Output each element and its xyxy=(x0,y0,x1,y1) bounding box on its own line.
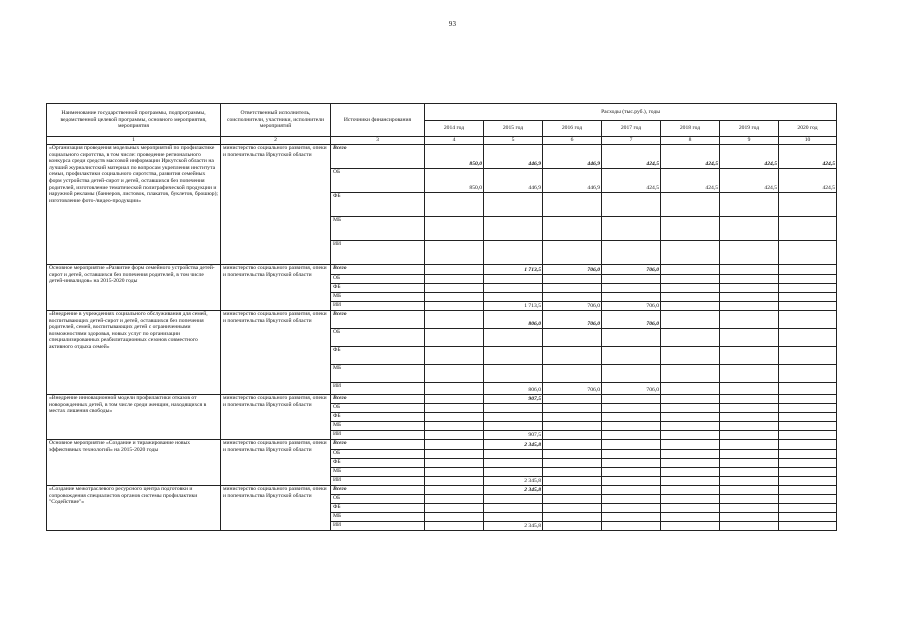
amount-cell xyxy=(543,217,602,241)
amount-cell xyxy=(602,440,661,450)
amount-cell: 446,9 xyxy=(543,145,602,169)
amount-cell: 424,5 xyxy=(602,169,661,193)
funding-source: ОБ xyxy=(331,275,425,284)
executor: министерство социального развития, опеки и попечительства Иркутской области xyxy=(221,145,331,265)
amount-cell xyxy=(484,404,543,413)
amount-cell xyxy=(779,422,837,431)
amount-cell xyxy=(661,477,720,486)
amount-cell xyxy=(543,422,602,431)
amount-cell xyxy=(602,413,661,422)
amount-cell xyxy=(661,302,720,311)
amount-cell: 1 713,5 xyxy=(484,302,543,311)
column-number: 1 xyxy=(47,137,221,145)
executor: министерство социального развития, опеки и попечительства Иркутской области xyxy=(221,440,331,486)
amount-cell xyxy=(779,459,837,468)
page-number: 93 xyxy=(448,20,457,28)
amount-cell xyxy=(720,217,779,241)
funding-source: Всего xyxy=(331,486,425,495)
table-row xyxy=(47,440,837,450)
amount-cell xyxy=(720,404,779,413)
amount-cell xyxy=(720,365,779,383)
amount-cell xyxy=(484,293,543,302)
amount-cell xyxy=(602,193,661,217)
amount-cell xyxy=(484,495,543,504)
amount-cell xyxy=(720,504,779,513)
amount-cell xyxy=(543,413,602,422)
measure-name: «Создание межотраслевого ресурсного центра подготовки и сопровождения специалистов органов системы профилактики "Содействие"» xyxy=(47,486,221,531)
amount-cell: 806,0 xyxy=(484,311,543,329)
amount-cell: 2 345,8 xyxy=(484,440,543,450)
funding-source: Всего xyxy=(331,395,425,404)
amount-cell xyxy=(425,193,484,217)
amount-cell xyxy=(720,450,779,459)
amount-cell: 907,5 xyxy=(484,431,543,440)
amount-cell xyxy=(602,477,661,486)
amount-cell xyxy=(602,513,661,522)
amount-cell xyxy=(661,265,720,275)
amount-cell xyxy=(543,431,602,440)
table-row xyxy=(47,486,837,495)
funding-source: МБ xyxy=(331,365,425,383)
amount-cell xyxy=(661,513,720,522)
amount-cell: 706,0 xyxy=(543,311,602,329)
header-name: Наименование государственной программы, подпрограммы, ведомственной целевой программы, основного мероприятия, мероприятия xyxy=(47,104,221,137)
funding-source: ОБ xyxy=(331,404,425,413)
header-year: 2016 год xyxy=(543,121,602,137)
amount-cell xyxy=(543,193,602,217)
amount-cell xyxy=(661,365,720,383)
executor: министерство социального развития, опеки и попечительства Иркутской области xyxy=(221,395,331,440)
amount-cell xyxy=(661,504,720,513)
amount-cell xyxy=(484,422,543,431)
amount-cell xyxy=(425,265,484,275)
column-number: 3 xyxy=(331,137,425,145)
funding-source: ФБ xyxy=(331,284,425,293)
amount-cell xyxy=(720,422,779,431)
amount-cell xyxy=(484,450,543,459)
amount-cell xyxy=(720,513,779,522)
funding-source: Всего xyxy=(331,145,425,169)
amount-cell: 2 345,8 xyxy=(484,522,543,531)
funding-source: ИИ xyxy=(331,302,425,311)
table-row xyxy=(47,395,837,404)
amount-cell xyxy=(602,422,661,431)
amount-cell xyxy=(425,217,484,241)
amount-cell xyxy=(779,347,837,365)
amount-cell xyxy=(484,504,543,513)
amount-cell: 806,0 xyxy=(484,383,543,395)
amount-cell xyxy=(484,468,543,477)
amount-cell: 2 345,8 xyxy=(484,486,543,495)
measure-name: Основное мероприятие «Развитие форм семейного устройства детей-сирот и детей, оставшихся без попечения родителей, в том числе детей-инвалидов» на 2015-2020 годы xyxy=(47,265,221,311)
amount-cell xyxy=(543,365,602,383)
amount-cell xyxy=(779,450,837,459)
header-year: 2019 год xyxy=(720,121,779,137)
header-year: 2015 год xyxy=(484,121,543,137)
table-row xyxy=(47,265,837,275)
amount-cell xyxy=(543,513,602,522)
funding-source: ФБ xyxy=(331,347,425,365)
amount-cell: 424,5 xyxy=(779,169,837,193)
amount-cell: 706,0 xyxy=(602,383,661,395)
amount-cell xyxy=(661,422,720,431)
amount-cell xyxy=(602,486,661,495)
amount-cell xyxy=(425,347,484,365)
amount-cell xyxy=(661,193,720,217)
amount-cell xyxy=(602,347,661,365)
funding-source: ОБ xyxy=(331,450,425,459)
amount-cell xyxy=(661,522,720,531)
amount-cell xyxy=(602,329,661,347)
column-number: 10 xyxy=(779,137,837,145)
funding-source: Всего xyxy=(331,440,425,450)
amount-cell xyxy=(661,468,720,477)
amount-cell xyxy=(602,241,661,265)
funding-source: ИИ xyxy=(331,477,425,486)
header-year: 2017 год xyxy=(602,121,661,137)
amount-cell xyxy=(720,383,779,395)
amount-cell xyxy=(543,347,602,365)
amount-cell: 446,9 xyxy=(484,169,543,193)
funding-source: Всего xyxy=(331,311,425,329)
measure-name: «Внедрение инновационной модели профилактики отказов от новорожденных детей, в том числе среди женщин, находящихся в местах лишения свободы» xyxy=(47,395,221,440)
amount-cell xyxy=(779,217,837,241)
amount-cell xyxy=(543,504,602,513)
amount-cell xyxy=(543,284,602,293)
amount-cell xyxy=(543,477,602,486)
amount-cell xyxy=(779,365,837,383)
amount-cell xyxy=(779,522,837,531)
funding-source: ИИ xyxy=(331,383,425,395)
funding-source: ИИ xyxy=(331,522,425,531)
amount-cell: 907,5 xyxy=(484,395,543,404)
amount-cell xyxy=(425,311,484,329)
amount-cell xyxy=(779,431,837,440)
amount-cell: 706,0 xyxy=(602,265,661,275)
amount-cell xyxy=(779,440,837,450)
amount-cell xyxy=(661,450,720,459)
amount-cell xyxy=(425,329,484,347)
amount-cell xyxy=(484,241,543,265)
amount-cell xyxy=(602,217,661,241)
amount-cell xyxy=(779,495,837,504)
amount-cell xyxy=(602,293,661,302)
header-year: 2018 год xyxy=(661,121,720,137)
amount-cell: 424,5 xyxy=(661,169,720,193)
amount-cell xyxy=(661,284,720,293)
amount-cell xyxy=(720,468,779,477)
amount-cell xyxy=(543,522,602,531)
amount-cell xyxy=(425,404,484,413)
table-row xyxy=(47,311,837,329)
amount-cell xyxy=(543,395,602,404)
column-number: 5 xyxy=(484,137,543,145)
funding-source: МБ xyxy=(331,293,425,302)
amount-cell xyxy=(779,413,837,422)
amount-cell xyxy=(779,477,837,486)
amount-cell xyxy=(425,365,484,383)
amount-cell xyxy=(602,365,661,383)
amount-cell xyxy=(484,329,543,347)
amount-cell xyxy=(484,275,543,284)
amount-cell: 850,0 xyxy=(425,169,484,193)
table-row xyxy=(47,145,837,169)
amount-cell xyxy=(602,504,661,513)
amount-cell xyxy=(720,440,779,450)
amount-cell xyxy=(602,284,661,293)
amount-cell xyxy=(661,486,720,495)
column-number: 6 xyxy=(543,137,602,145)
amount-cell xyxy=(661,431,720,440)
expenses-table xyxy=(46,103,837,531)
column-number: 8 xyxy=(661,137,720,145)
amount-cell: 706,0 xyxy=(602,311,661,329)
amount-cell xyxy=(543,468,602,477)
amount-cell xyxy=(484,413,543,422)
amount-cell xyxy=(543,241,602,265)
amount-cell xyxy=(779,311,837,329)
amount-cell xyxy=(543,450,602,459)
amount-cell xyxy=(779,302,837,311)
executor: министерство социального развития, опеки и попечительства Иркутской области xyxy=(221,486,331,531)
amount-cell xyxy=(425,241,484,265)
amount-cell xyxy=(661,383,720,395)
amount-cell xyxy=(484,193,543,217)
amount-cell xyxy=(720,347,779,365)
amount-cell xyxy=(720,495,779,504)
amount-cell xyxy=(425,522,484,531)
measure-name: Основное мероприятие «Создание и тиражирование новых эффективных технологий» на 2015-2020 годы xyxy=(47,440,221,486)
amount-cell xyxy=(484,365,543,383)
amount-cell xyxy=(425,413,484,422)
amount-cell xyxy=(720,486,779,495)
amount-cell xyxy=(484,459,543,468)
amount-cell: 706,0 xyxy=(543,265,602,275)
amount-cell xyxy=(425,284,484,293)
column-number: 9 xyxy=(720,137,779,145)
header-executor: Ответственный исполнитель, соисполнители, участники, исполнители мероприятий xyxy=(221,104,331,137)
amount-cell xyxy=(484,513,543,522)
amount-cell: 2 345,8 xyxy=(484,477,543,486)
amount-cell xyxy=(425,495,484,504)
amount-cell xyxy=(720,302,779,311)
amount-cell xyxy=(779,513,837,522)
amount-cell xyxy=(720,311,779,329)
amount-cell xyxy=(661,459,720,468)
amount-cell xyxy=(779,329,837,347)
amount-cell xyxy=(484,284,543,293)
amount-cell: 706,0 xyxy=(602,302,661,311)
amount-cell xyxy=(484,347,543,365)
amount-cell xyxy=(720,293,779,302)
funding-source: МБ xyxy=(331,422,425,431)
amount-cell xyxy=(720,413,779,422)
amount-cell xyxy=(543,486,602,495)
amount-cell xyxy=(779,241,837,265)
amount-cell xyxy=(661,311,720,329)
amount-cell xyxy=(602,450,661,459)
amount-cell: 424,5 xyxy=(720,169,779,193)
amount-cell xyxy=(425,293,484,302)
amount-cell xyxy=(661,495,720,504)
amount-cell: 424,5 xyxy=(720,145,779,169)
amount-cell: 706,0 xyxy=(543,383,602,395)
amount-cell xyxy=(602,495,661,504)
amount-cell: 424,5 xyxy=(779,145,837,169)
amount-cell xyxy=(602,468,661,477)
executor: министерство социального развития, опеки и попечительства Иркутской области xyxy=(221,311,331,395)
amount-cell xyxy=(720,329,779,347)
amount-cell xyxy=(661,347,720,365)
header-year: 2020 год xyxy=(779,121,837,137)
amount-cell xyxy=(602,275,661,284)
amount-cell xyxy=(720,522,779,531)
amount-cell xyxy=(425,302,484,311)
column-number: 4 xyxy=(425,137,484,145)
amount-cell xyxy=(602,522,661,531)
amount-cell xyxy=(602,395,661,404)
executor: министерство социального развития, опеки и попечительства Иркутской области xyxy=(221,265,331,311)
amount-cell xyxy=(425,422,484,431)
amount-cell xyxy=(661,329,720,347)
amount-cell xyxy=(779,284,837,293)
amount-cell xyxy=(720,284,779,293)
amount-cell: 446,9 xyxy=(543,169,602,193)
amount-cell xyxy=(720,193,779,217)
amount-cell xyxy=(779,504,837,513)
amount-cell xyxy=(661,275,720,284)
funding-source: ОБ xyxy=(331,495,425,504)
amount-cell xyxy=(779,468,837,477)
amount-cell xyxy=(779,275,837,284)
measure-name: «Внедрение в учреждениях социального обслуживания для семей, воспитывающих детей-сирот и детей, оставшихся без попечения родителей, семей, воспитывающих детей с ограниченными возможностями здоровья, новых услуг по организации специализированных реабилитационных сезонов совместного активного отдыха семей» xyxy=(47,311,221,395)
amount-cell xyxy=(425,383,484,395)
amount-cell xyxy=(720,459,779,468)
amount-cell: 446,9 xyxy=(484,145,543,169)
amount-cell xyxy=(484,217,543,241)
amount-cell xyxy=(779,293,837,302)
amount-cell xyxy=(779,383,837,395)
header-year: 2014 год xyxy=(425,121,484,137)
amount-cell xyxy=(661,395,720,404)
amount-cell xyxy=(425,486,484,495)
amount-cell xyxy=(779,486,837,495)
amount-cell xyxy=(543,293,602,302)
measure-name: «Организация проведения модельных мероприятий по профилактике социального сиротства, в том числе: проведение регионального конкурса среди средств массовой информации Иркутской области на лучший журналистский материал по вопросам укрепления института семьи, профилактики социального сиротства, развития семейных форм устройства детей-сирот и детей, оставшихся без попечения родителей, изготовление тематической полиграфической продукции и наружной рекламы (баннеров, листовок, плакатов, буклетов, брошюр); изготовление фото-/видео-продукции» xyxy=(47,145,221,265)
funding-source: ИИ xyxy=(331,241,425,265)
amount-cell xyxy=(425,275,484,284)
amount-cell xyxy=(543,440,602,450)
amount-cell xyxy=(425,395,484,404)
amount-cell xyxy=(425,513,484,522)
funding-source: ОБ xyxy=(331,329,425,347)
amount-cell xyxy=(661,241,720,265)
amount-cell xyxy=(661,413,720,422)
amount-cell xyxy=(720,477,779,486)
funding-source: ОБ xyxy=(331,169,425,193)
amount-cell xyxy=(543,404,602,413)
amount-cell xyxy=(720,265,779,275)
header-expenses: Расходы (тыс.руб.), годы xyxy=(425,104,837,121)
amount-cell xyxy=(661,217,720,241)
amount-cell xyxy=(543,459,602,468)
amount-cell: 424,5 xyxy=(661,145,720,169)
funding-source: ФБ xyxy=(331,193,425,217)
amount-cell: 850,0 xyxy=(425,145,484,169)
amount-cell xyxy=(779,395,837,404)
column-number: 7 xyxy=(602,137,661,145)
amount-cell xyxy=(602,459,661,468)
amount-cell xyxy=(720,431,779,440)
amount-cell xyxy=(602,404,661,413)
funding-source: МБ xyxy=(331,468,425,477)
amount-cell xyxy=(602,431,661,440)
column-number: 2 xyxy=(221,137,331,145)
amount-cell xyxy=(543,275,602,284)
amount-cell xyxy=(425,431,484,440)
amount-cell xyxy=(425,504,484,513)
funding-source: МБ xyxy=(331,217,425,241)
amount-cell xyxy=(661,293,720,302)
amount-cell xyxy=(543,495,602,504)
funding-source: ФБ xyxy=(331,413,425,422)
amount-cell xyxy=(425,440,484,450)
funding-source: МБ xyxy=(331,513,425,522)
amount-cell xyxy=(543,329,602,347)
amount-cell xyxy=(779,193,837,217)
amount-cell xyxy=(425,459,484,468)
amount-cell xyxy=(425,477,484,486)
amount-cell xyxy=(661,404,720,413)
funding-source: Всего xyxy=(331,265,425,275)
amount-cell xyxy=(661,440,720,450)
funding-source: ИИ xyxy=(331,431,425,440)
amount-cell xyxy=(425,450,484,459)
amount-cell xyxy=(720,241,779,265)
amount-cell xyxy=(779,265,837,275)
amount-cell xyxy=(779,404,837,413)
funding-source: ФБ xyxy=(331,504,425,513)
funding-source: ФБ xyxy=(331,459,425,468)
amount-cell xyxy=(720,395,779,404)
header-sources: Источники финансирования xyxy=(331,104,425,137)
amount-cell: 706,0 xyxy=(543,302,602,311)
amount-cell xyxy=(425,468,484,477)
amount-cell xyxy=(720,275,779,284)
amount-cell: 424,5 xyxy=(602,145,661,169)
amount-cell: 1 713,5 xyxy=(484,265,543,275)
